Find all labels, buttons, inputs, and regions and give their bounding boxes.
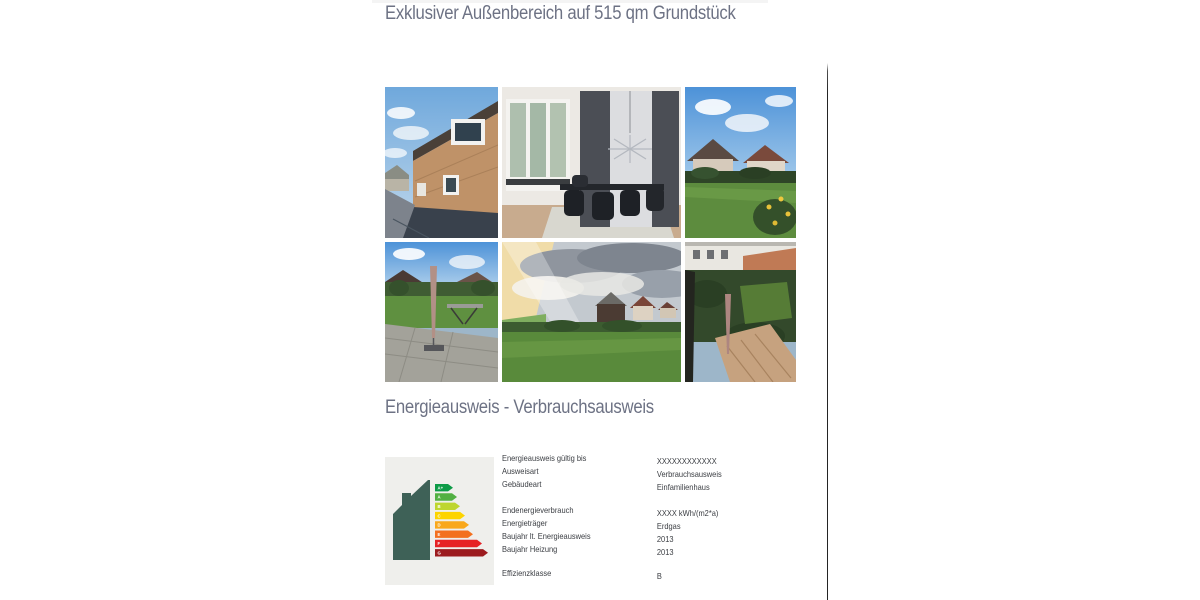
- photo-garden-evening-sky-image: [502, 242, 681, 382]
- photo-house-exterior-image: [385, 87, 498, 238]
- photo-garden-deck[interactable]: [685, 242, 796, 382]
- energy-field-block-validity: [502, 452, 822, 491]
- field-value: B: [656, 571, 662, 581]
- field-label: Energieträger: [502, 518, 548, 528]
- energy-bar-e: [435, 531, 473, 538]
- field-label: Energieausweis gültig bis: [502, 453, 587, 463]
- energy-class-label: A: [437, 494, 441, 500]
- field-row-gueltig-bis: [502, 452, 784, 465]
- energy-efficiency-chart: [385, 457, 494, 585]
- energy-class-label: G: [437, 550, 441, 556]
- field-label: Ausweisart: [502, 466, 539, 476]
- field-row-gebaeudeart: [502, 478, 784, 491]
- energy-bar-g: [435, 549, 488, 556]
- photo-garden-evening-sky[interactable]: [502, 242, 681, 382]
- page-title: Exklusiver Außenbereich auf 515 qm Grundstück: [385, 3, 736, 24]
- energy-scale-graphic: [385, 457, 494, 585]
- photo-dining-room[interactable]: [502, 87, 681, 238]
- field-value: 2013: [656, 547, 674, 557]
- field-label: Endenergieverbrauch: [502, 505, 574, 515]
- energy-class-label: A+: [437, 485, 444, 491]
- field-row-baujahr-ausweis: [502, 530, 784, 543]
- energy-class-label: C: [437, 513, 441, 519]
- photo-grid: [385, 87, 796, 383]
- field-value: XXXXXXXXXXXX: [656, 456, 717, 466]
- energy-field-block-consumption: [502, 504, 822, 556]
- photo-patio-umbrella[interactable]: [385, 242, 498, 382]
- field-row-energietraeger: [502, 517, 784, 530]
- field-row-ausweisart: [502, 465, 784, 478]
- field-row-effizienzklasse: [502, 567, 784, 580]
- photo-garden-lawn[interactable]: [685, 87, 796, 238]
- photo-garden-lawn-image: [685, 87, 796, 238]
- field-label: Gebäudeart: [502, 479, 542, 489]
- field-value: Einfamilienhaus: [656, 482, 710, 492]
- field-value: 2013: [656, 534, 674, 544]
- energy-section-heading: Energieausweis - Verbrauchsausweis: [385, 397, 654, 418]
- energy-class-label: F: [437, 541, 441, 547]
- photo-dining-room-image: [502, 87, 681, 238]
- field-row-endenergieverbrauch: [502, 504, 784, 517]
- field-row-baujahr-heizung: [502, 543, 784, 556]
- energy-field-block-class: [502, 567, 822, 580]
- field-value: XXXX kWh/(m2*a): [656, 508, 719, 518]
- energy-class-label: B: [437, 504, 441, 509]
- energy-fields: [502, 452, 822, 593]
- energy-bar-f: [435, 540, 482, 547]
- field-label: Baujahr lt. Energieausweis: [502, 531, 591, 541]
- photo-patio-umbrella-image: [385, 242, 498, 382]
- field-label: Baujahr Heizung: [502, 544, 558, 554]
- photo-garden-deck-image: [685, 242, 796, 382]
- vertical-divider-line: [827, 63, 828, 600]
- field-value: Erdgas: [656, 521, 681, 531]
- energy-house-icon: [393, 480, 430, 560]
- energy-class-label: D: [437, 522, 441, 528]
- energy-class-label: E: [437, 531, 441, 537]
- photo-house-exterior[interactable]: [385, 87, 498, 238]
- field-value: Verbrauchsausweis: [656, 469, 722, 479]
- field-label: Effizienzklasse: [502, 568, 552, 578]
